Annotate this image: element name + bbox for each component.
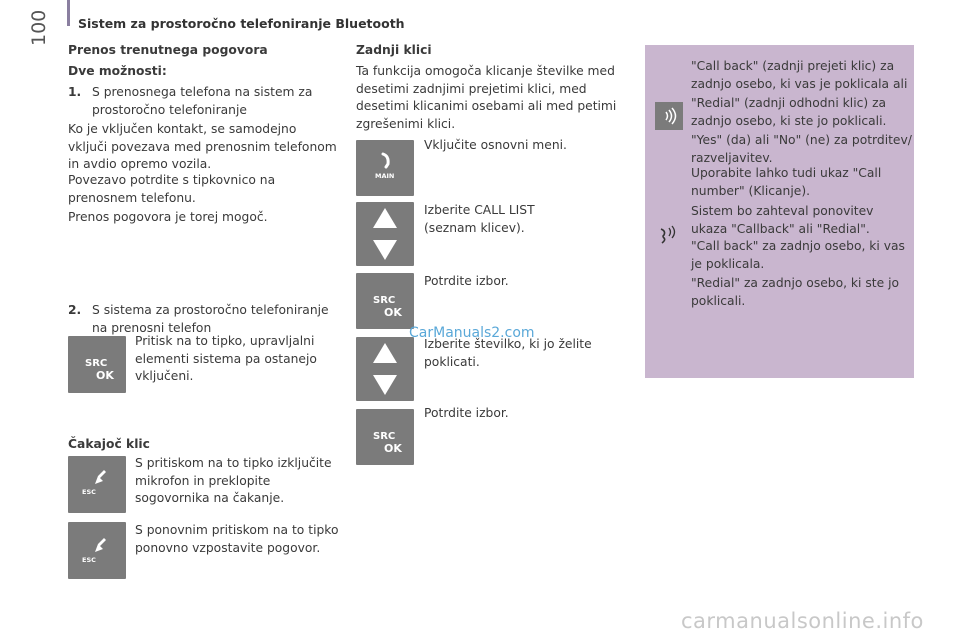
key-label-src: SRC	[373, 295, 396, 306]
key-label-main: MAIN	[375, 172, 395, 180]
subtitle-options: Dve možnosti:	[68, 64, 167, 78]
esc-mute-key-1	[68, 456, 126, 513]
step-1: Vključite osnovni meni.	[424, 138, 567, 152]
src-ok-key-3	[356, 409, 414, 465]
para-transfer: Prenos pogovora je torej mogoč.	[68, 210, 268, 224]
arrow-keys-icon	[356, 337, 414, 401]
src-ok-key	[68, 336, 126, 393]
key-label-ok: OK	[96, 369, 114, 382]
panel-call-number: Uporabite lahko tudi ukaz "Call number" (Klicanje).	[691, 166, 882, 198]
hold-desc-2: S ponovnim pritiskom na to tipko ponovno vzpostavite pogovor.	[135, 523, 339, 555]
panel-redial: "Redial" (zadnji odhodni klic) za zadnjo osebo, ki ste jo poklicali.	[691, 96, 887, 128]
para-confirm: Povezavo potrdite s tipkovnico na prenosnem telefonu.	[68, 173, 276, 205]
panel-yes-no: "Yes" (da) ali "No" (ne) za potrditev/ razveljavitev.	[691, 133, 912, 165]
recent-intro: Ta funkcija omogoča klicanje številke med desetimi zadnjimi prejetimi klici, med desetimi klicanimi osebami ali med petimi zgrešenimi klici.	[356, 64, 617, 131]
arrow-keys-1	[356, 202, 414, 266]
src-ok-key-icon	[356, 409, 414, 465]
panel-redial-desc: "Redial" za zadnjo osebo, ki ste jo poklicali.	[691, 276, 900, 308]
key-label-src: SRC	[373, 431, 396, 442]
key-label-src: SRC	[85, 358, 108, 369]
item2-desc: Pritisk na to tipko, upravljalni elementi sistema pa ostanejo vključeni.	[135, 334, 317, 383]
main-key	[356, 140, 414, 196]
arrow-keys-icon	[356, 202, 414, 266]
watermark-carmanualsonline: carmanualsonline.info	[681, 609, 924, 633]
section-title-transfer: Prenos trenutnega pogovora	[68, 43, 268, 57]
arrow-keys-2	[356, 337, 414, 401]
voice-icon	[655, 102, 683, 130]
main-key-icon	[356, 140, 414, 196]
key-label-ok: OK	[384, 442, 402, 455]
src-ok-key-icon	[68, 336, 126, 393]
key-label-ok: OK	[384, 306, 402, 319]
para-contact: Ko je vključen kontakt, se samodejno vključi povezava med prenosnim telefonom in avdio opremo vozila.	[68, 122, 337, 171]
step-5: Potrdite izbor.	[424, 406, 509, 420]
hold-desc-1: S pritiskom na to tipko izključite mikrofon in preklopite sogovornika na čakanje.	[135, 456, 332, 505]
panel-repeat: Sistem bo zahteval ponovitev ukaza "Callback" ali "Redial".	[691, 204, 874, 236]
esc-mute-key-icon	[68, 456, 126, 513]
step-3: Potrdite izbor.	[424, 274, 509, 288]
item2-text: S sistema za prostoročno telefoniranje na prenosni telefon	[92, 303, 329, 335]
item2-number: 2.	[68, 303, 82, 317]
voice-speak-icon	[657, 223, 681, 247]
key-label-esc: ESC	[82, 488, 96, 496]
esc-mute-key-icon	[68, 522, 126, 579]
header-bar	[67, 0, 70, 26]
item1-number: 1.	[68, 85, 82, 99]
esc-mute-key-2	[68, 522, 126, 579]
section-title-recent: Zadnji klici	[356, 43, 432, 57]
src-ok-key-2	[356, 273, 414, 329]
src-ok-key-icon	[356, 273, 414, 329]
page-header: Sistem za prostoročno telefoniranje Bluetooth	[78, 16, 405, 31]
panel-callback: "Call back" (zadnji prejeti klic) za zadnjo osebo, ki vas je poklicala ali	[691, 59, 908, 91]
step-4: Izberite številko, ki jo želite poklicati.	[424, 337, 592, 369]
voice-button	[655, 102, 683, 130]
voice-commands-panel	[645, 45, 914, 378]
section-title-hold: Čakajoč klic	[68, 437, 150, 451]
watermark-carmanuals2: CarManuals2.com	[409, 325, 535, 341]
key-label-esc: ESC	[82, 556, 96, 564]
step-2: Izberite CALL LIST (seznam klicev).	[424, 203, 535, 235]
item1-text: S prenosnega telefona na sistem za prostoročno telefoniranje	[92, 85, 313, 117]
panel-callback-desc: "Call back" za zadnjo osebo, ki vas je poklicala.	[691, 239, 905, 271]
page-number: 100	[28, 9, 50, 46]
